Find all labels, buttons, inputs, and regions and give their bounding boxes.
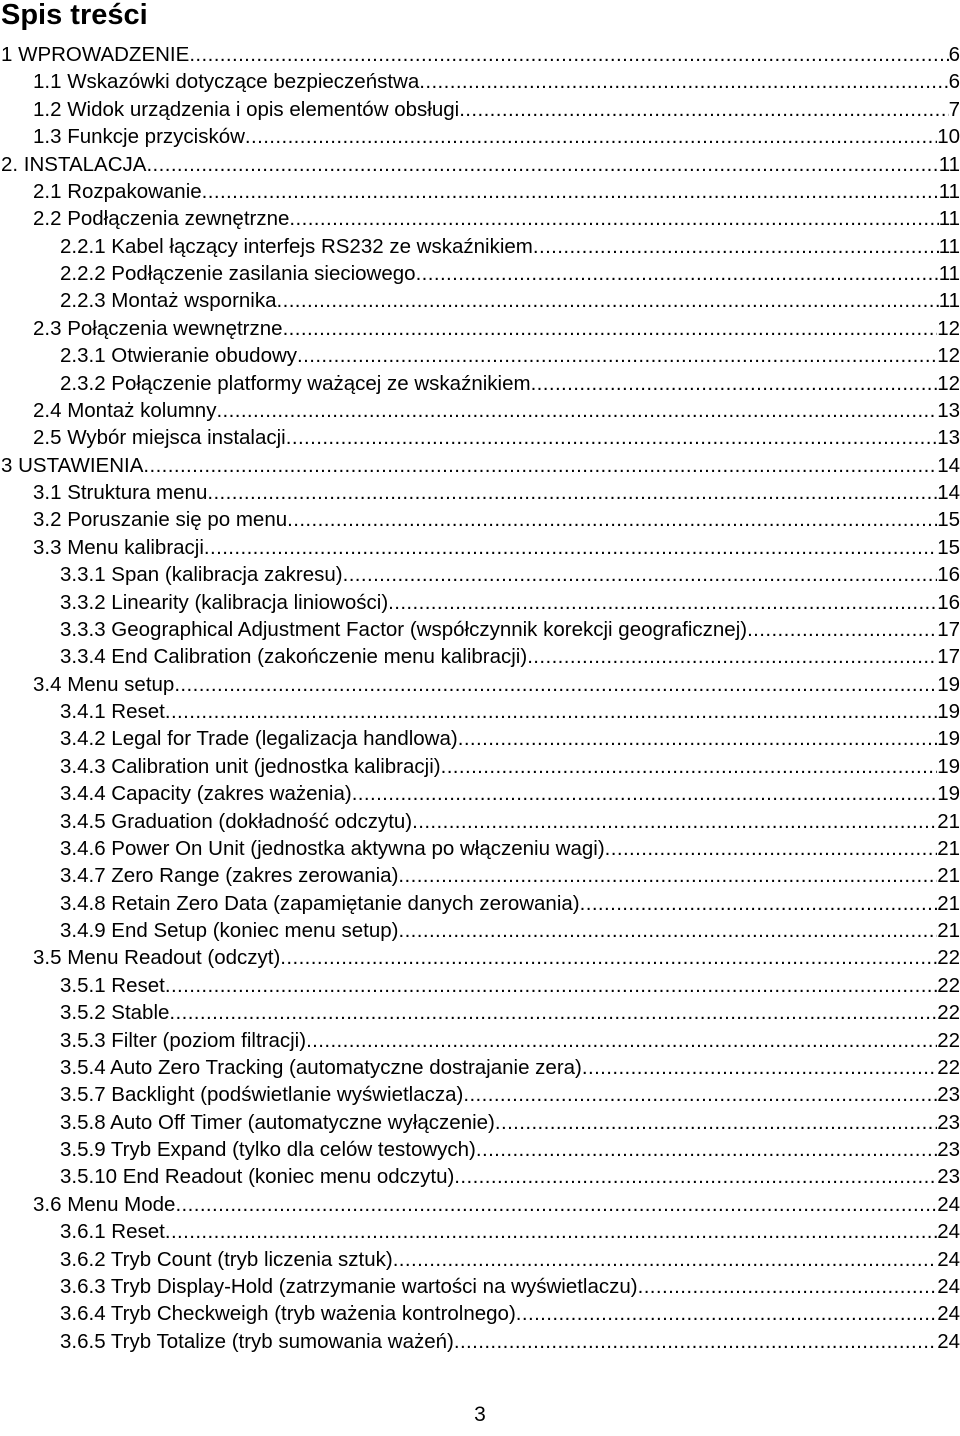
toc-entry-page: 21 bbox=[937, 919, 960, 942]
toc-dot-leader bbox=[165, 1218, 937, 1245]
toc-dot-leader bbox=[527, 643, 937, 670]
toc-dot-leader bbox=[146, 151, 938, 178]
toc-entry[interactable] bbox=[0, 725, 960, 752]
toc-dot-leader bbox=[289, 205, 938, 232]
toc-entry-page: 23 bbox=[937, 1138, 960, 1161]
toc-entry-page: 19 bbox=[937, 782, 960, 806]
toc-entry-page: 15 bbox=[937, 535, 960, 559]
toc-dot-leader bbox=[516, 1300, 937, 1327]
toc-entry[interactable] bbox=[0, 917, 960, 944]
toc-entry-page: 24 bbox=[937, 1192, 960, 1216]
toc-entry[interactable] bbox=[0, 68, 960, 95]
toc-entry[interactable] bbox=[0, 1163, 960, 1190]
toc-entry[interactable] bbox=[0, 589, 960, 616]
toc-entry-label: 2. INSTALACJA bbox=[1, 152, 147, 176]
toc-entry[interactable] bbox=[0, 342, 960, 369]
toc-entry-label: 3.5.10 End Readout (koniec menu odczytu) bbox=[60, 1165, 455, 1189]
toc-entry[interactable] bbox=[0, 506, 960, 533]
toc-dot-leader bbox=[388, 589, 937, 616]
toc-entry[interactable] bbox=[0, 972, 960, 999]
toc-entry-page: 13 bbox=[937, 426, 960, 450]
toc-entry-page: 17 bbox=[937, 645, 960, 669]
toc-entry-label: 3.4.2 Legal for Trade (legalizacja handlowa) bbox=[60, 727, 458, 751]
toc-dot-leader bbox=[458, 725, 937, 752]
toc-entry-label: 3.3.2 Linearity (kalibracja liniowości) bbox=[60, 590, 389, 614]
toc-entry-label: 3.5.1 Reset bbox=[60, 973, 165, 997]
toc-entry-label: 3.6.1 Reset bbox=[60, 1220, 165, 1244]
toc-entry-label: 3.5.4 Auto Zero Tracking (automatyczne dostrajanie zera) bbox=[60, 1055, 582, 1079]
toc-entry[interactable] bbox=[0, 835, 960, 862]
toc-dot-leader bbox=[533, 233, 939, 260]
toc-dot-leader bbox=[306, 1027, 937, 1054]
toc-dot-leader bbox=[393, 1246, 938, 1273]
toc-dot-leader bbox=[283, 315, 938, 342]
toc-dot-leader bbox=[216, 397, 937, 424]
toc-entry-page: 6 bbox=[948, 43, 960, 66]
toc-entry-page: 22 bbox=[937, 973, 960, 997]
toc-entry-label: 2.2.2 Podłączenie zasilania sieciowego bbox=[60, 262, 416, 285]
toc-entry[interactable] bbox=[0, 287, 960, 314]
toc-entry-label: 1.2 Widok urządzenia i opis elementów obsługi bbox=[33, 97, 460, 121]
toc-entry-label: 2.2 Podłączenia zewnętrzne bbox=[33, 207, 290, 231]
toc-entry-page: 24 bbox=[937, 1274, 960, 1298]
toc-entry-label: 3.4.9 End Setup (koniec menu setup) bbox=[60, 919, 399, 942]
toc-dot-leader bbox=[165, 698, 937, 725]
toc-entry-label: 1 WPROWADZENIE bbox=[1, 43, 190, 66]
toc-dot-leader bbox=[297, 342, 937, 369]
toc-dot-leader bbox=[495, 1109, 937, 1136]
toc-dot-leader bbox=[638, 1273, 938, 1300]
toc-entry-label: 3.3.1 Span (kalibracja zakresu) bbox=[60, 563, 343, 587]
toc-entry[interactable] bbox=[0, 1328, 960, 1355]
toc-dot-leader bbox=[277, 287, 939, 314]
toc-entry-page: 12 bbox=[937, 371, 960, 395]
toc-entry[interactable] bbox=[0, 561, 960, 588]
toc-dot-leader bbox=[207, 479, 937, 506]
toc-entry[interactable] bbox=[0, 890, 960, 917]
toc-entry[interactable] bbox=[0, 1300, 960, 1327]
toc-entry-page: 19 bbox=[937, 700, 960, 723]
toc-entry[interactable] bbox=[0, 370, 960, 397]
toc-entry[interactable] bbox=[0, 123, 960, 150]
toc-entry-label: 2.1 Rozpakowanie bbox=[33, 179, 202, 203]
toc-dot-leader bbox=[202, 178, 939, 205]
toc-entry-page: 23 bbox=[937, 1165, 960, 1189]
toc-entry[interactable] bbox=[0, 1027, 960, 1054]
table-of-contents bbox=[0, 41, 960, 1355]
toc-entry[interactable] bbox=[0, 260, 960, 287]
toc-dot-leader bbox=[143, 452, 937, 479]
toc-entry[interactable] bbox=[0, 753, 960, 780]
toc-entry[interactable] bbox=[0, 643, 960, 670]
toc-entry-label: 1.3 Funkcje przycisków bbox=[33, 125, 245, 149]
toc-entry[interactable] bbox=[0, 1109, 960, 1136]
toc-dot-leader bbox=[747, 616, 937, 643]
toc-entry[interactable] bbox=[0, 1054, 960, 1081]
toc-dot-leader bbox=[454, 1328, 937, 1355]
toc-entry-label: 3.4.4 Capacity (zakres ważenia) bbox=[60, 782, 352, 806]
toc-dot-leader bbox=[189, 41, 948, 68]
toc-dot-leader bbox=[419, 68, 948, 95]
toc-entry-page: 11 bbox=[938, 262, 960, 285]
toc-entry-page: 22 bbox=[937, 946, 960, 970]
toc-entry[interactable] bbox=[0, 1273, 960, 1300]
toc-entry-page: 7 bbox=[948, 97, 960, 121]
toc-entry[interactable] bbox=[0, 96, 960, 123]
toc-entry[interactable] bbox=[0, 1081, 960, 1108]
toc-entry[interactable] bbox=[0, 862, 960, 889]
toc-entry-label: 3.3.4 End Calibration (zakończenie menu kalibracji) bbox=[60, 645, 528, 669]
toc-entry-label: 3.4.5 Graduation (dokładność odczytu) bbox=[60, 809, 413, 833]
toc-entry-label: 3.4.6 Power On Unit (jednostka aktywna po włączeniu wagi) bbox=[60, 836, 605, 860]
toc-entry[interactable] bbox=[0, 452, 960, 479]
toc-entry-label: 3.6 Menu Mode bbox=[33, 1192, 176, 1216]
toc-dot-leader bbox=[343, 561, 938, 588]
toc-entry-label: 2.4 Montaż kolumny bbox=[33, 398, 217, 422]
toc-entry-label: 2.2.1 Kabel łączący interfejs RS232 ze wskaźnikiem bbox=[60, 234, 533, 258]
toc-dot-leader bbox=[441, 753, 938, 780]
toc-entry-page: 24 bbox=[937, 1220, 960, 1244]
toc-entry[interactable] bbox=[0, 479, 960, 506]
toc-entry[interactable] bbox=[0, 1246, 960, 1273]
toc-entry-page: 14 bbox=[937, 453, 960, 477]
toc-entry-label: 3.5.3 Filter (poziom filtracji) bbox=[60, 1028, 307, 1052]
toc-dot-leader bbox=[175, 1191, 937, 1218]
toc-entry-page: 13 bbox=[937, 398, 960, 422]
toc-entry[interactable] bbox=[0, 999, 960, 1026]
toc-entry-page: 16 bbox=[937, 563, 960, 587]
toc-dot-leader bbox=[582, 1054, 937, 1081]
toc-entry-label: 3.5 Menu Readout (odczyt) bbox=[33, 946, 281, 970]
toc-dot-leader bbox=[169, 999, 937, 1026]
page-number: 3 bbox=[474, 1403, 486, 1426]
toc-entry[interactable] bbox=[0, 315, 960, 342]
toc-entry-page: 17 bbox=[937, 617, 960, 641]
toc-dot-leader bbox=[531, 370, 938, 397]
toc-entry-label: 3.4.8 Retain Zero Data (zapamiętanie danych zerowania) bbox=[60, 891, 580, 915]
toc-entry-label: 3.6.5 Tryb Totalize (tryb sumowania ważeń) bbox=[60, 1329, 454, 1353]
toc-entry-page: 11 bbox=[938, 234, 960, 258]
toc-entry-label: 3.6.2 Tryb Count (tryb liczenia sztuk) bbox=[60, 1247, 393, 1271]
toc-dot-leader bbox=[245, 123, 937, 150]
toc-entry-label: 3.4 Menu setup bbox=[33, 672, 175, 696]
toc-entry-label: 3.5.2 Stable bbox=[60, 1001, 170, 1025]
toc-entry-page: 22 bbox=[937, 1028, 960, 1052]
toc-dot-leader bbox=[416, 260, 939, 287]
toc-entry-page: 22 bbox=[937, 1055, 960, 1079]
toc-entry[interactable] bbox=[0, 944, 960, 971]
toc-entry[interactable] bbox=[0, 205, 960, 232]
toc-dot-leader bbox=[476, 1136, 937, 1163]
toc-entry-label: 3.5.8 Auto Off Timer (automatyczne wyłączenie) bbox=[60, 1110, 495, 1134]
toc-entry[interactable] bbox=[0, 616, 960, 643]
toc-entry-page: 14 bbox=[937, 481, 960, 504]
toc-entry-label: 3.6.4 Tryb Checkweigh (tryb ważenia kontrolnego) bbox=[60, 1302, 516, 1326]
toc-entry[interactable] bbox=[0, 178, 960, 205]
toc-entry-label: 2.2.3 Montaż wspornika bbox=[60, 289, 277, 313]
toc-entry-page: 15 bbox=[937, 508, 960, 532]
toc-dot-leader bbox=[605, 835, 938, 862]
toc-entry-page: 21 bbox=[937, 836, 960, 860]
toc-entry-label: 2.3.2 Połączenie platformy ważącej ze wskaźnikiem bbox=[60, 371, 531, 395]
toc-dot-leader bbox=[398, 862, 937, 889]
toc-dot-leader bbox=[454, 1163, 937, 1190]
toc-entry-page: 11 bbox=[938, 179, 960, 203]
toc-entry-page: 12 bbox=[937, 344, 960, 368]
toc-entry-page: 24 bbox=[937, 1302, 960, 1326]
toc-entry-label: 2.3.1 Otwieranie obudowy bbox=[60, 344, 298, 368]
toc-entry-label: 3 USTAWIENIA bbox=[1, 453, 144, 477]
toc-dot-leader bbox=[398, 917, 937, 944]
toc-dot-leader bbox=[174, 671, 937, 698]
toc-entry-page: 10 bbox=[937, 125, 960, 149]
toc-entry-label: 3.2 Poruszanie się po menu bbox=[33, 508, 288, 532]
toc-entry-label: 3.5.9 Tryb Expand (tylko dla celów testowych) bbox=[60, 1138, 476, 1161]
toc-dot-leader bbox=[204, 534, 937, 561]
toc-entry-page: 19 bbox=[937, 672, 960, 696]
toc-dot-leader bbox=[459, 96, 948, 123]
toc-entry-page: 11 bbox=[938, 152, 960, 176]
toc-entry-label: 3.4.7 Zero Range (zakres zerowania) bbox=[60, 864, 399, 888]
toc-dot-leader bbox=[287, 506, 937, 533]
toc-entry[interactable] bbox=[0, 1191, 960, 1218]
toc-entry-label: 3.6.3 Tryb Display-Hold (zatrzymanie wartości na wyświetlaczu) bbox=[60, 1274, 638, 1298]
toc-entry-page: 21 bbox=[937, 809, 960, 833]
toc-dot-leader bbox=[352, 780, 938, 807]
toc-entry-page: 11 bbox=[938, 207, 960, 231]
toc-entry-label: 1.1 Wskazówki dotyczące bezpieczeństwa bbox=[33, 70, 420, 94]
toc-dot-leader bbox=[463, 1081, 937, 1108]
toc-entry[interactable] bbox=[0, 397, 960, 424]
toc-entry[interactable] bbox=[0, 671, 960, 698]
toc-entry-label: 3.5.7 Backlight (podświetlanie wyświetlacza) bbox=[60, 1083, 464, 1107]
toc-dot-leader bbox=[412, 808, 937, 835]
toc-dot-leader bbox=[165, 972, 937, 999]
toc-entry[interactable] bbox=[0, 41, 960, 68]
page-title: Spis treści bbox=[1, 0, 148, 31]
toc-entry[interactable] bbox=[0, 424, 960, 451]
toc-entry[interactable] bbox=[0, 233, 960, 260]
toc-entry-label: 2.3 Połączenia wewnętrzne bbox=[33, 316, 283, 340]
toc-entry[interactable] bbox=[0, 780, 960, 807]
toc-entry-page: 23 bbox=[937, 1083, 960, 1107]
toc-entry-page: 19 bbox=[937, 754, 960, 778]
toc-entry[interactable] bbox=[0, 698, 960, 725]
toc-entry-page: 23 bbox=[937, 1110, 960, 1134]
toc-entry-label: 3.3.3 Geographical Adjustment Factor (współczynnik korekcji geograficznej) bbox=[60, 617, 748, 641]
toc-entry[interactable] bbox=[0, 808, 960, 835]
toc-entry-page: 19 bbox=[937, 727, 960, 751]
toc-entry-label: 3.4.3 Calibration unit (jednostka kalibracji) bbox=[60, 754, 441, 778]
toc-entry-page: 24 bbox=[937, 1329, 960, 1353]
toc-entry-label: 3.3 Menu kalibracji bbox=[33, 535, 204, 559]
toc-entry-page: 16 bbox=[937, 590, 960, 614]
toc-entry-page: 6 bbox=[948, 70, 960, 94]
toc-entry-label: 3.1 Struktura menu bbox=[33, 481, 208, 504]
toc-entry[interactable] bbox=[0, 1218, 960, 1245]
toc-dot-leader bbox=[286, 424, 937, 451]
toc-dot-leader bbox=[580, 890, 938, 917]
toc-entry-page: 11 bbox=[938, 289, 960, 313]
toc-entry-label: 3.4.1 Reset bbox=[60, 700, 165, 723]
toc-entry-page: 22 bbox=[937, 1001, 960, 1025]
toc-dot-leader bbox=[280, 944, 937, 971]
toc-entry[interactable] bbox=[0, 1136, 960, 1163]
toc-entry-label: 2.5 Wybór miejsca instalacji bbox=[33, 426, 286, 450]
toc-entry-page: 12 bbox=[937, 316, 960, 340]
toc-entry[interactable] bbox=[0, 151, 960, 178]
toc-entry-page: 24 bbox=[937, 1247, 960, 1271]
toc-entry-page: 21 bbox=[937, 891, 960, 915]
toc-entry[interactable] bbox=[0, 534, 960, 561]
toc-entry-page: 21 bbox=[937, 864, 960, 888]
